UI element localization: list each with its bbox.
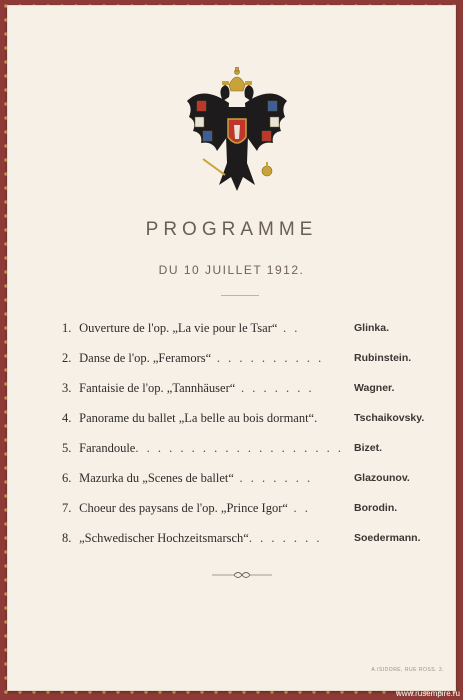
programme-title: PROGRAMME [145, 219, 318, 240]
list-item [62, 523, 422, 553]
item-number: 2. [62, 351, 72, 365]
programme-date: DU 10 JUILLET 1912. [158, 263, 305, 277]
item-piece: Farandoule [79, 441, 136, 455]
item-composer: Soedermann. [354, 532, 421, 544]
item-piece: Mazurka du „Scenes de ballet“ [79, 471, 234, 485]
list-item [62, 463, 422, 493]
item-number: 8. [62, 531, 72, 545]
leader-dots: . . [287, 501, 311, 515]
item-composer: Glinka. [354, 322, 390, 334]
item-piece: Fantaisie de l'op. „Tannhäuser“ [79, 381, 236, 395]
printer-imprint: A.ISIDORE, RUE ROSS. 3. [371, 667, 444, 673]
item-composer: Tschaikovsky. [354, 412, 425, 424]
item-number: 4. [62, 411, 72, 425]
item-number: 3. [62, 381, 72, 395]
list-item [62, 403, 425, 433]
item-composer: Wagner. [354, 382, 395, 394]
watermark: www.rusempire.ru [395, 689, 460, 698]
list-item [62, 373, 422, 403]
list-item [62, 343, 422, 373]
leader-dots: . . [277, 321, 300, 335]
leader-dots: . . . . . . . [248, 531, 322, 545]
leader-dots: . . . . . . . . . . [211, 351, 324, 365]
leader-dots: . . . . . . . . . . . . . . . . . . . [135, 441, 344, 455]
item-composer: Bizet. [354, 442, 383, 454]
item-piece: Danse de l'op. „Feramors“ [79, 351, 212, 365]
item-piece: Ouverture de l'op. „La vie pour le Tsar“ [79, 321, 278, 335]
item-composer: Borodin. [354, 502, 398, 514]
item-composer: Glazounov. [354, 472, 410, 484]
double-headed-eagle-crest-icon [183, 67, 291, 193]
programme-card [7, 5, 456, 691]
item-composer: Rubinstein. [354, 352, 412, 364]
list-item [62, 493, 422, 523]
item-piece: „Schwedischer Hochzeitsmarsch“ [79, 531, 249, 545]
leader-dots: . . . . . . . [235, 381, 315, 395]
item-piece: Choeur des paysans de l'op. „Prince Igor“ [79, 501, 288, 515]
programme-list [62, 313, 425, 553]
item-piece: Panorame du ballet „La belle au bois dormant“. [79, 411, 318, 425]
ornament-flourish-icon [212, 570, 272, 580]
item-number: 6. [62, 471, 72, 485]
item-number: 5. [62, 441, 72, 455]
item-number: 1. [62, 321, 72, 335]
list-item [62, 433, 422, 463]
leader-dots: . . . . . . . [233, 471, 313, 485]
item-number: 7. [62, 501, 72, 515]
divider [221, 295, 259, 296]
list-item [62, 313, 422, 343]
